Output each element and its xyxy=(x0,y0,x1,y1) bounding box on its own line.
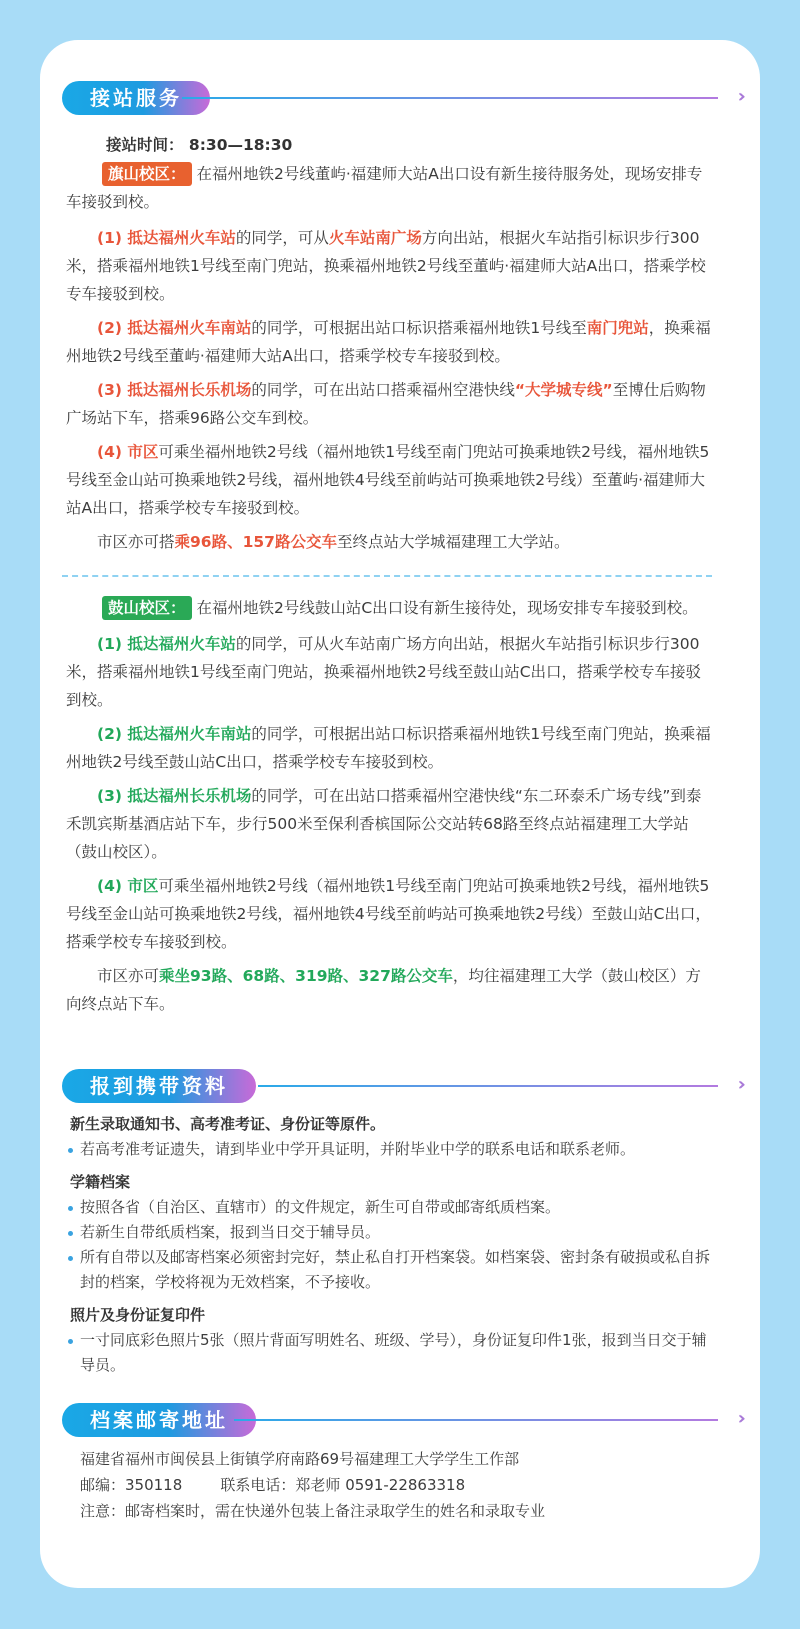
double-chevron-right-icon: ›› xyxy=(737,1408,740,1429)
double-chevron-right-icon: ›› xyxy=(737,1074,740,1095)
materials-bullet: 若新生自带纸质档案，报到当日交于辅导员。 xyxy=(70,1220,720,1245)
section-header-address xyxy=(62,1403,740,1437)
pickup-time-label: 接站时间： xyxy=(106,136,184,154)
section-header-pickup xyxy=(62,81,740,115)
qishan-tag: 旗山校区： xyxy=(102,162,192,186)
qishan-p3-text2: 至博仕后购物广场站下车，搭乘96路公交车到校。 xyxy=(66,381,706,427)
qishan-p1-highlight2: 火车站南广场 xyxy=(328,229,422,247)
postal-code: 邮编：350118 xyxy=(80,1476,183,1494)
divider-line xyxy=(258,1085,718,1087)
double-chevron-right-icon: ›› xyxy=(737,86,740,107)
qishan-block xyxy=(66,160,714,556)
materials-bullet: 一寸同底彩色照片5张（照片背面写明姓名、班级、学号），身份证复印件1张，报到当日交于辅导员。 xyxy=(70,1328,720,1378)
qishan-p3-highlight2: “大学城专线” xyxy=(514,381,613,399)
materials-heading-records: 学籍档案 xyxy=(70,1173,131,1191)
materials-block xyxy=(70,1112,720,1378)
gushan-p5-text: 市区亦可 xyxy=(97,967,160,985)
qishan-p2-highlight2: 南门兜站 xyxy=(586,319,649,337)
materials-heading-documents: 新生录取通知书、高考准考证、身份证等原件。 xyxy=(70,1115,386,1133)
qishan-p1-text: 的同学，可从 xyxy=(235,229,329,247)
section-title: 档案邮寄地址 xyxy=(62,1403,256,1437)
qishan-p5-highlight: 乘96路、157路公交车 xyxy=(174,533,337,551)
gushan-p3-highlight: (3) 抵达福州长乐机场 xyxy=(97,787,252,805)
materials-heading-photos: 照片及身份证复印件 xyxy=(70,1306,206,1324)
materials-bullet: 所有自带以及邮寄档案必须密封完好，禁止私自打开档案袋。如档案袋、密封条有破损或私自拆封的档案，学校将视为无效档案，不予接收。 xyxy=(70,1245,720,1295)
qishan-p1-highlight: (1) 抵达福州火车站 xyxy=(97,229,236,247)
materials-bullet: 按照各省（自治区、直辖市）的文件规定，新生可自带或邮寄纸质档案。 xyxy=(70,1195,720,1220)
gushan-p4-highlight: (4) 市区 xyxy=(97,877,159,895)
mailing-note: 注意：邮寄档案时，需在快递外包装上备注录取学生的姓名和录取专业 xyxy=(80,1502,546,1520)
address-block xyxy=(80,1446,720,1524)
gushan-p1-highlight: (1) 抵达福州火车站 xyxy=(97,635,236,653)
materials-bullet: 若高考准考证遗失，请到毕业中学开具证明，并附毕业中学的联系电话和联系老师。 xyxy=(70,1137,720,1162)
qishan-p5-text2: 至终点站大学城福建理工大学站。 xyxy=(336,533,570,551)
section-header-materials xyxy=(62,1069,740,1103)
section-title: 接站服务 xyxy=(62,81,210,115)
pickup-time xyxy=(106,131,292,159)
section-title: 报到携带资料 xyxy=(62,1069,256,1103)
gushan-block xyxy=(66,594,714,1018)
divider-line xyxy=(234,1419,718,1421)
divider-line xyxy=(182,97,718,99)
contact-phone: 联系电话：郑老师 0591-22863318 xyxy=(220,1476,466,1494)
qishan-p4-highlight: (4) 市区 xyxy=(97,443,159,461)
gushan-tag: 鼓山校区： xyxy=(102,596,192,620)
mailing-address: 福建省福州市闽侯县上街镇学府南路69号福建理工大学学生工作部 xyxy=(80,1450,520,1468)
gushan-p1-text: 的同学，可从火车站南广场方向出站，根据火车站指引标识步行300米，搭乘福州地铁1号线至南门兜站，换乘福州地铁2号线至鼓山站C出口，搭乘学校专车接驳到校。 xyxy=(66,635,702,709)
qishan-p5-text: 市区亦可搭 xyxy=(97,533,175,551)
qishan-p3-highlight: (3) 抵达福州长乐机场 xyxy=(97,381,252,399)
gushan-intro: 在福州地铁2号线鼓山站C出口设有新生接待处，现场安排专车接驳到校。 xyxy=(196,599,698,617)
pickup-time-value: 8:30—18:30 xyxy=(188,136,293,154)
gushan-p2-text: 的同学，可根据出站口标识搭乘福州地铁1号线至南门兜站，换乘福州地铁2号线至鼓山站C出口，搭乘学校专车接驳到校。 xyxy=(66,725,711,771)
qishan-p3-text: 的同学，可在出站口搭乘福州空港快线 xyxy=(251,381,515,399)
gushan-p2-highlight: (2) 抵达福州火车南站 xyxy=(97,725,252,743)
qishan-p2-highlight: (2) 抵达福州火车南站 xyxy=(97,319,252,337)
gushan-p5-text2: ，均往福建理工大学（鼓山校区）方向终点站下车。 xyxy=(66,967,701,1013)
dashed-divider xyxy=(62,575,712,577)
qishan-p2-text: 的同学，可根据出站口标识搭乘福州地铁1号线至 xyxy=(251,319,587,337)
qishan-p4-text: 可乘坐福州地铁2号线（福州地铁1号线至南门兜站可换乘地铁2号线，福州地铁5号线至金山站可换乘地铁2号线，福州地铁4号线至前屿站可换乘地铁2号线）至董屿·福建师大站A出口，搭乘学校专车接驳到校。 xyxy=(66,443,710,517)
gushan-p3-text: 的同学，可在出站口搭乘福州空港快线“东二环泰禾广场专线”到泰禾凯宾斯基酒店站下车，步行500米至保利香槟国际公交站转68路至终点站福建理工大学站（鼓山校区）。 xyxy=(66,787,702,861)
gushan-p4-text: 可乘坐福州地铁2号线（福州地铁1号线至南门兜站可换乘地铁2号线，福州地铁5号线至金山站可换乘地铁2号线，福州地铁4号线至前屿站可换乘地铁2号线）至鼓山站C出口，搭乘学校专车接驳到校。 xyxy=(66,877,711,951)
qishan-p1-text2: 方向出站，根据火车站指引标识步行300米，搭乘福州地铁1号线至南门兜站，换乘福州地铁2号线至董屿·福建师大站A出口，搭乘学校专车接驳到校。 xyxy=(66,229,706,303)
gushan-p5-highlight: 乘坐93路、68路、319路、327路公交车 xyxy=(159,967,453,985)
qishan-p2-text2: ，换乘福州地铁2号线至董屿·福建师大站A出口，搭乘学校专车接驳到校。 xyxy=(66,319,711,365)
qishan-intro: 在福州地铁2号线董屿·福建师大站A出口设有新生接待服务处，现场安排专车接驳到校。 xyxy=(66,165,703,211)
